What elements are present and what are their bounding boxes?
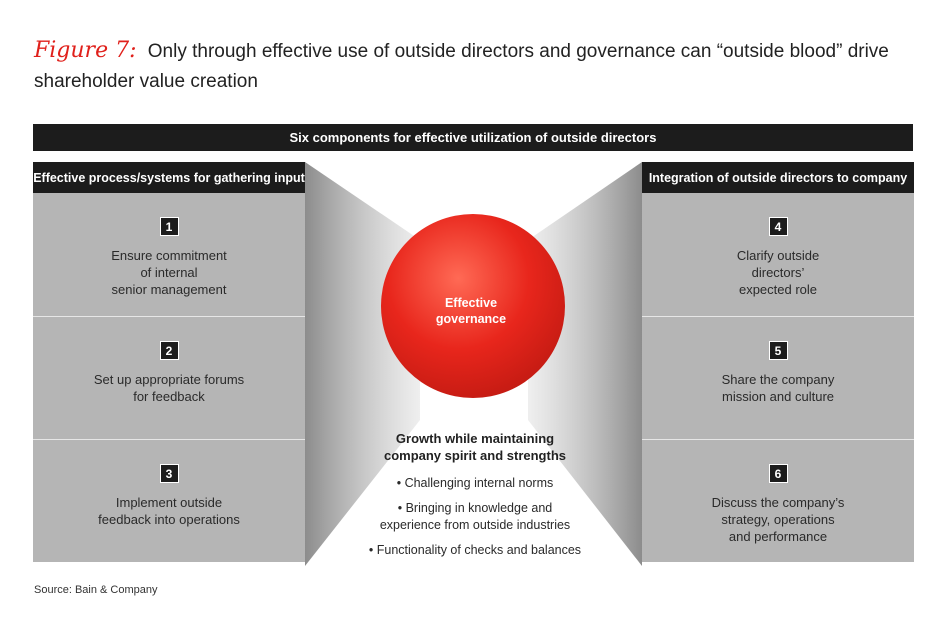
component-text-1: Ensure commitment of internal senior management	[111, 248, 227, 297]
components-banner: Six components for effective utilization of outside directors	[33, 124, 913, 151]
figure-label: Figure 7:	[34, 38, 137, 63]
left-panel	[33, 162, 305, 566]
growth-bullet-2: • Bringing in knowledge and experience from outside industries	[379, 501, 571, 532]
component-number-6: 6	[769, 464, 788, 483]
growth-bullet-1: • Challenging internal norms	[396, 476, 554, 490]
growth-section	[340, 430, 610, 559]
component-number-5: 5	[769, 341, 788, 360]
component-number-3: 3	[160, 464, 179, 483]
component-card-6	[642, 439, 914, 562]
growth-title: Growth while maintaining company spirit and strengths	[383, 431, 567, 463]
governance-label: Effective governance	[435, 296, 507, 326]
component-text-6: Discuss the company’s strategy, operations and performance	[711, 495, 845, 544]
component-text-5: Share the company mission and culture	[721, 372, 835, 404]
component-card-5	[642, 316, 914, 439]
right-panel	[642, 162, 914, 566]
component-number-2: 2	[160, 341, 179, 360]
component-text-3: Implement outside feedback into operations	[98, 495, 240, 527]
right-panel-header: Integration of outside directors to company	[642, 162, 914, 193]
component-card-4	[642, 193, 914, 316]
left-panel-header: Effective process/systems for gathering input	[33, 162, 305, 193]
component-card-1	[33, 193, 305, 316]
component-text-2: Set up appropriate forums for feedback	[93, 372, 245, 404]
component-card-2	[33, 316, 305, 439]
source-note: Source: Bain & Company	[34, 584, 158, 596]
figure-title-text: Only through effective use of outside directors and governance can “outside blood” drive shareholder value creation	[34, 41, 889, 92]
growth-bullet-3: • Functionality of checks and balances	[368, 543, 582, 557]
component-card-3	[33, 439, 305, 562]
component-number-1: 1	[160, 217, 179, 236]
component-number-4: 4	[769, 217, 788, 236]
component-text-4: Clarify outside directors’ expected role	[736, 248, 820, 297]
